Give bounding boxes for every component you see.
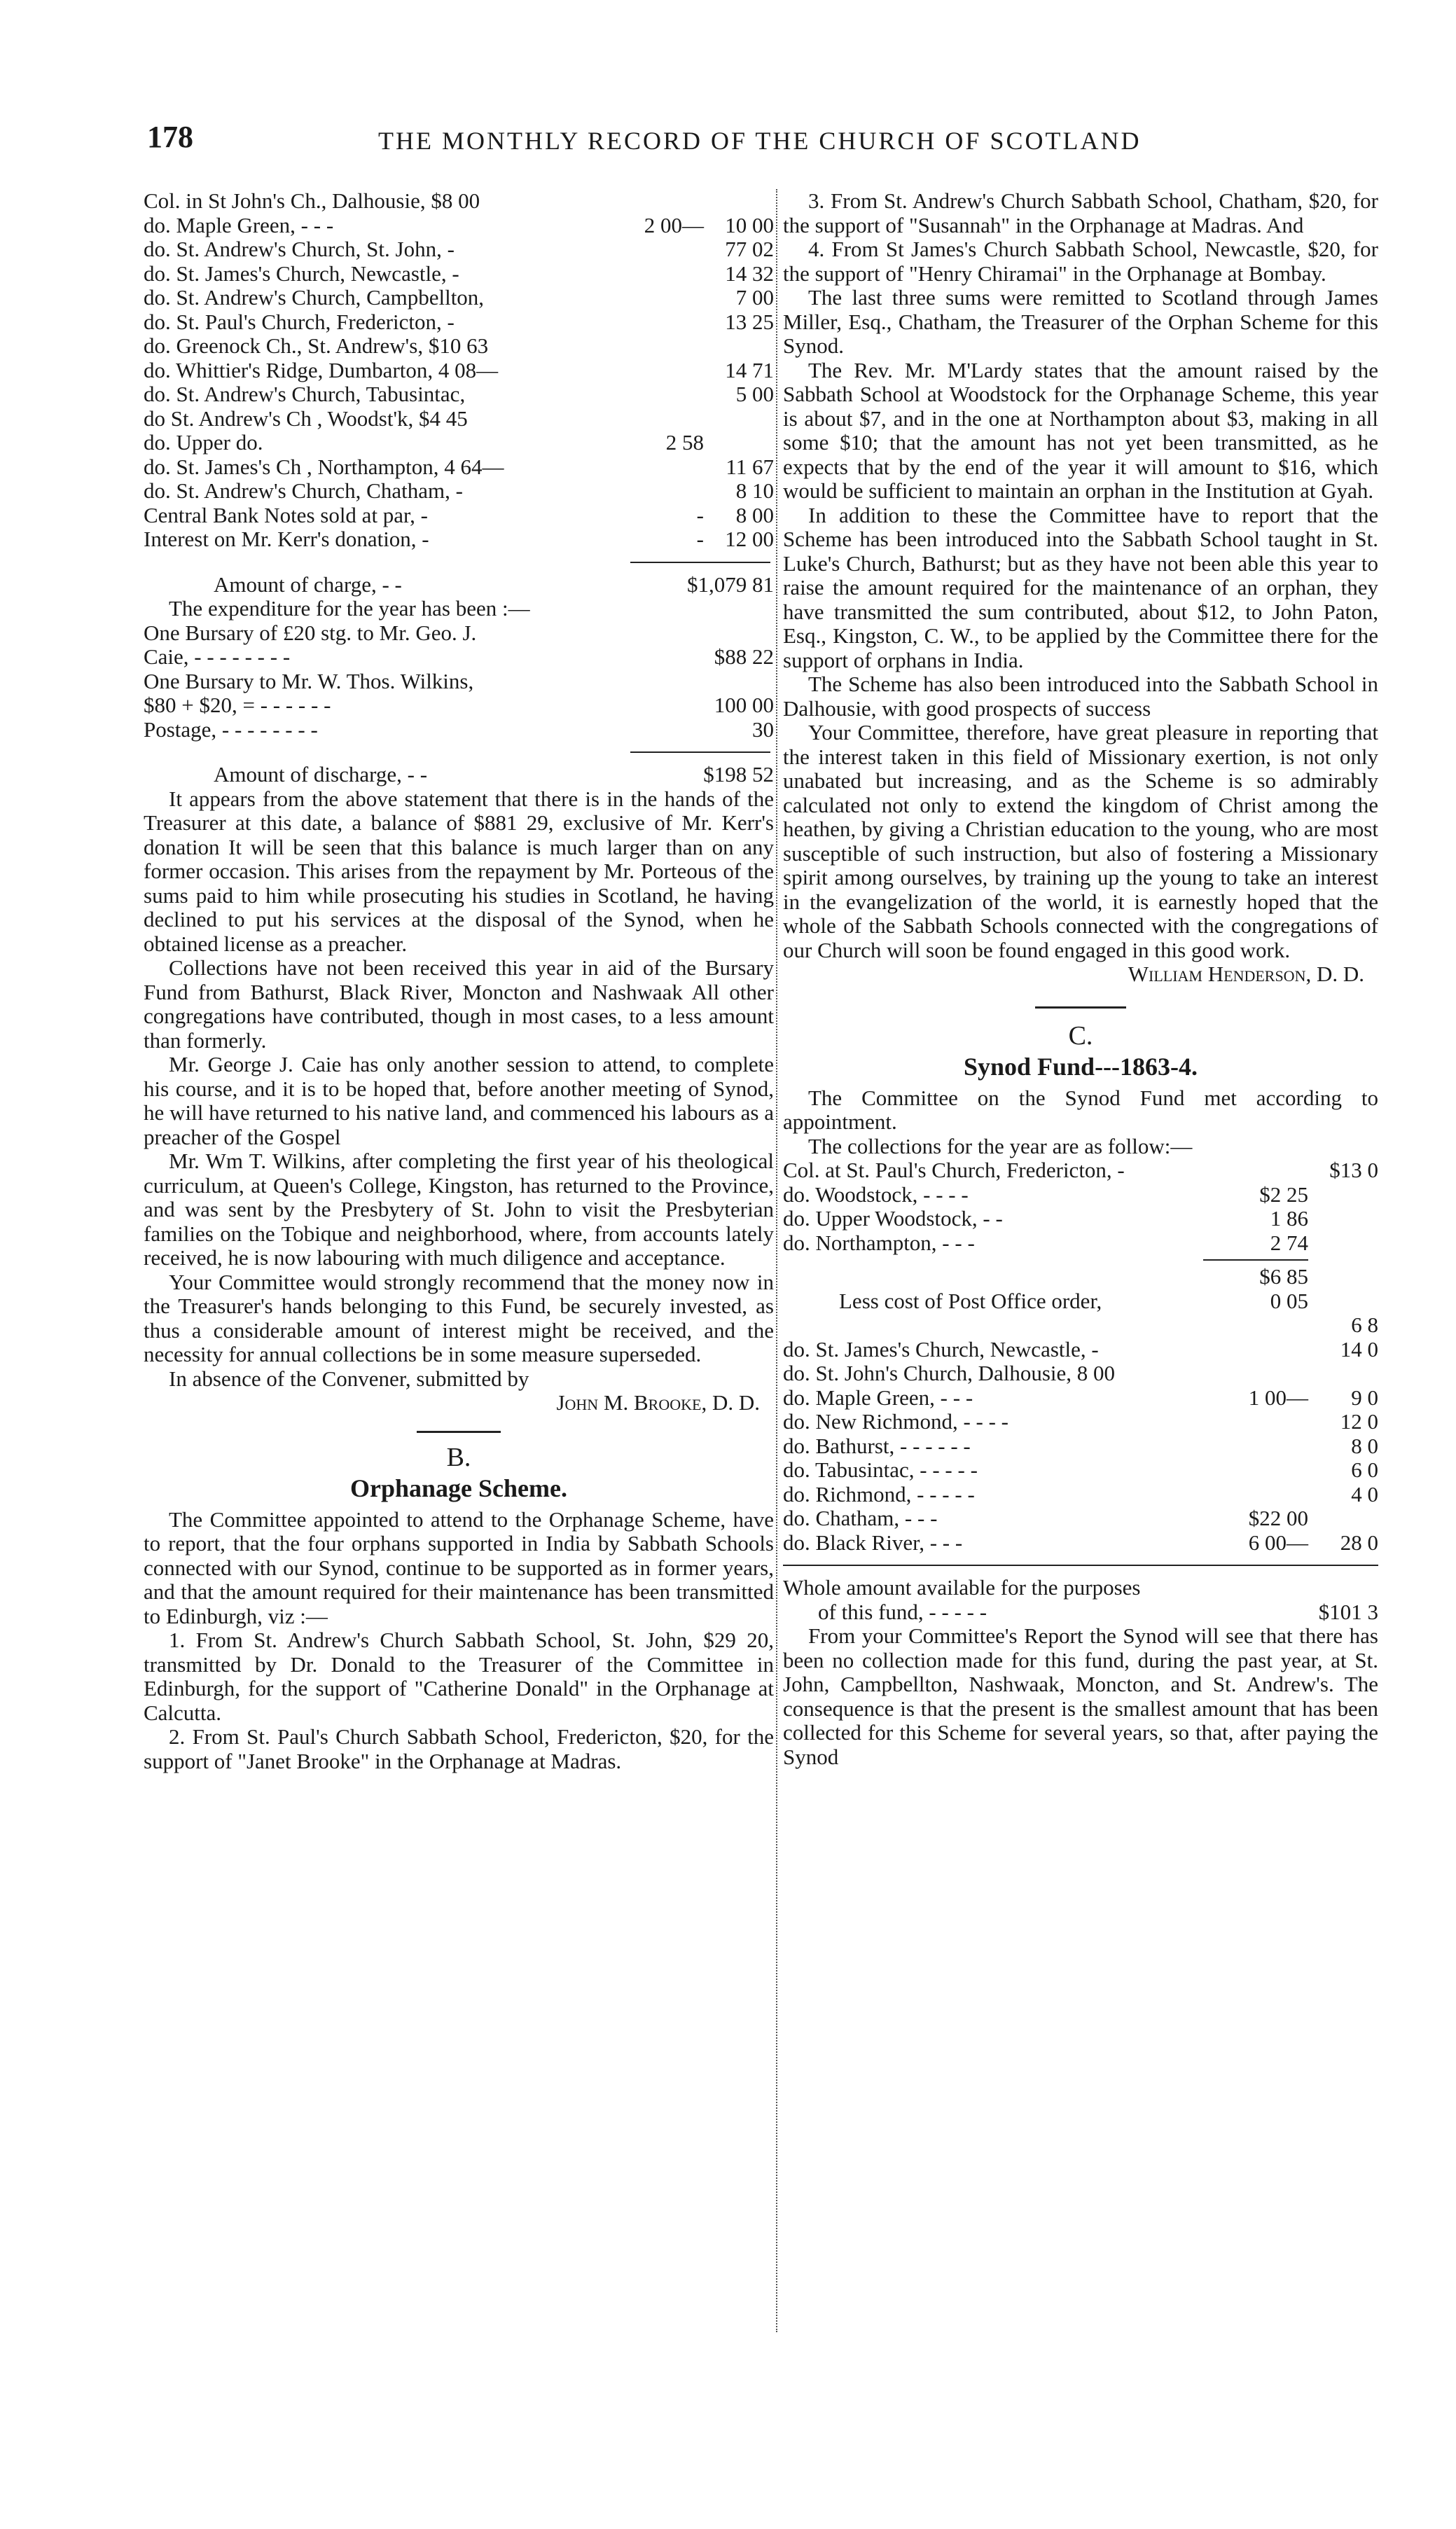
ledger-row bbox=[144, 310, 774, 335]
ledger-row bbox=[144, 334, 774, 359]
ledger-row bbox=[144, 527, 774, 552]
ledger-label: do. Tabusintac, - - - - - bbox=[783, 1458, 978, 1482]
ledger-amount: 28 0 bbox=[1340, 1530, 1378, 1555]
ledger-row bbox=[783, 1386, 1378, 1411]
paragraph: The Committee appointed to attend to the Orphanage Scheme, have to report, that the four orphans supported in India by Sabbath Schools connected with our Synod, continue to be supported as in former years, and that the amount required for their maintenance has been transmitted to Edinburgh, viz :— bbox=[144, 1506, 774, 1628]
ledger-label: Col. at St. Paul's Church, Fredericton, - bbox=[783, 1158, 1125, 1182]
ledger-label: do. Greenock Ch., St. Andrew's, $10 63 bbox=[144, 334, 489, 358]
ledger-label: do. St. Paul's Church, Fredericton, - bbox=[144, 310, 455, 334]
sum-rule bbox=[1203, 1259, 1308, 1261]
charge-label: Amount of charge, - - bbox=[214, 572, 402, 597]
post-office-label: Less cost of Post Office order, bbox=[839, 1289, 1102, 1313]
signature-brooke: John M. Brooke, D. D. bbox=[556, 1390, 760, 1415]
ledger-row bbox=[783, 1231, 1378, 1256]
ledger-label: Interest on Mr. Kerr's donation, - bbox=[144, 527, 429, 551]
expenditure-label: $80 + $20, = - - - - - - bbox=[144, 693, 331, 717]
ledger-label: Central Bank Notes sold at par, - bbox=[144, 503, 428, 527]
discharge-label: Amount of discharge, - - bbox=[214, 763, 428, 787]
ledger-label: do. St. James's Church, Newcastle, - bbox=[783, 1337, 1099, 1361]
ledger-amount: 10 00 bbox=[725, 212, 774, 237]
expenditure-row bbox=[144, 621, 774, 646]
ledger-label: do. Chatham, - - - bbox=[783, 1506, 938, 1530]
paragraph: The Committee on the Synod Fund met according to appointment. bbox=[783, 1085, 1378, 1134]
ledger-label: do St. Andrew's Ch , Woodst'k, $4 45 bbox=[144, 406, 468, 431]
section-b-letter: B. bbox=[446, 1442, 471, 1472]
paragraph: 2. From St. Paul's Church Sabbath School, Fredericton, $20, for the support of "Janet Brooke" in the Orphanage at Madras. bbox=[144, 1724, 774, 1773]
ledger-row bbox=[144, 262, 774, 286]
ledger-amount-inner: 2 58 bbox=[665, 430, 704, 455]
whole-amount-value: $101 3 bbox=[1318, 1599, 1378, 1624]
sum-rule bbox=[630, 562, 770, 563]
ledger-row bbox=[783, 1207, 1378, 1231]
post-office-row bbox=[783, 1289, 1378, 1314]
whole-amount-label: Whole amount available for the purposes bbox=[783, 1575, 1141, 1600]
ledger-row bbox=[783, 1338, 1378, 1362]
paragraph: The Rev. Mr. M'Lardy states that the amount raised by the Sabbath School at Woodstock for the Orphanage Scheme, this year is about $7, and in the one at Northampton about $3, making in all some $10; that the amount has not yet been transmitted, as he expects that by the end of the year it will amount to $16, which would be sufficient to maintain an orphan in the Institution at Gyah. bbox=[783, 357, 1378, 503]
paragraph: In absence of the Convener, submitted by bbox=[169, 1366, 529, 1391]
ledger-amount: 8 00 bbox=[735, 502, 774, 527]
paragraph: Mr. Wm T. Wilkins, after completing the first year of his theological curriculum, at Queen's College, Kingston, has returned to the Province, and was sent by the Presbytery of St. John to visit the Presbyterian families on the Tobique and neighborhood, where, from accounts lately received, he is now labouring with much diligence and acceptance. bbox=[144, 1149, 774, 1270]
paragraph: From your Committee's Report the Synod will see that there has been no collection made for this fund, during the past year, at St. John, Campbellton, Nashwaak, Moncton, and St. Andrew's. The consequence is that the present is the smallest amount that has been collected for this Scheme for several years, so that, after paying the Synod bbox=[783, 1623, 1378, 1769]
expenditure-value: $88 22 bbox=[714, 644, 774, 669]
ledger-label: do. St. Andrew's Church, Chatham, - bbox=[144, 479, 463, 503]
ledger-label: do. Maple Green, - - - bbox=[144, 213, 334, 237]
paragraph: The Scheme has also been introduced into the Sabbath School in Dalhousie, with good prospects of success bbox=[783, 672, 1378, 721]
sum-rule bbox=[783, 1565, 1378, 1566]
ledger-label: do. St. Andrew's Church, Campbellton, bbox=[144, 286, 485, 310]
synod-fund-list-2 bbox=[783, 1338, 1378, 1555]
ledger-row bbox=[144, 237, 774, 262]
charge-value: $1,079 81 bbox=[687, 571, 774, 597]
subtotal-value: $6 85 bbox=[1259, 1264, 1308, 1289]
paragraph: The last three sums were remitted to Scotland through James Miller, Esq., Chatham, the Treasurer of the Orphan Scheme for this Synod. bbox=[783, 285, 1378, 358]
ledger-label: do. Whittier's Ridge, Dumbarton, 4 08— bbox=[144, 358, 499, 382]
ledger-row bbox=[783, 1410, 1378, 1434]
ledger-amount: 8 10 bbox=[735, 478, 774, 503]
ledger-row bbox=[144, 359, 774, 383]
carried-value: 6 8 bbox=[1351, 1312, 1378, 1337]
expenditure-label: One Bursary of £20 stg. to Mr. Geo. J. bbox=[144, 621, 477, 645]
ledger-amount: 14 32 bbox=[725, 261, 774, 286]
expenditure-value: 100 00 bbox=[714, 693, 774, 717]
ledger-amount: 12 00 bbox=[725, 527, 774, 551]
expenditure-label: One Bursary to Mr. W. Thos. Wilkins, bbox=[144, 669, 474, 693]
ledger-amount: 4 0 bbox=[1351, 1481, 1378, 1506]
ledger-row bbox=[783, 1361, 1378, 1386]
ledger-label: do. Black River, - - - bbox=[783, 1530, 963, 1555]
column-divider bbox=[776, 189, 777, 2332]
ledger-label: do. St. James's Ch , Northampton, 4 64— bbox=[144, 455, 504, 479]
subtotal-row bbox=[783, 1265, 1378, 1289]
whole-amount-row bbox=[783, 1600, 1378, 1625]
section-rule bbox=[417, 1431, 501, 1433]
expenditure-intro: The expenditure for the year has been :— bbox=[169, 596, 530, 621]
expenditure-row bbox=[144, 718, 774, 742]
ledger-row bbox=[144, 214, 774, 238]
running-title: THE MONTHLY RECORD OF THE CHURCH OF SCOTLAND bbox=[378, 127, 1142, 155]
paragraph: Your Committee would strongly recommend that the money now in the Treasurer's hands belonging to this Fund, be securely invested, as thus a considerable amount of interest might be received, and the necessity for annual collections be in some measure superseded. bbox=[144, 1269, 774, 1366]
ledger-row bbox=[783, 1158, 1378, 1183]
ledger-row bbox=[783, 1483, 1378, 1507]
ledger-row bbox=[783, 1506, 1378, 1531]
paragraph: 1. From St. Andrew's Church Sabbath School, St. John, $29 20, transmitted by Dr. Donald to the Treasurer of the Committee in Edinburgh, for the support of "Catherine Donald" in the Orphanage at Calcutta. bbox=[144, 1628, 774, 1725]
charge-total-row bbox=[144, 573, 774, 597]
paragraph: 3. From St. Andrew's Church Sabbath School, Chatham, $20, for the support of "Susannah" in the Orphanage at Madras. And bbox=[783, 189, 1378, 237]
paragraph: 4. From St James's Church Sabbath School, Newcastle, $20, for the support of "Henry Chiramai" in the Orphanage at Bombay. bbox=[783, 237, 1378, 286]
ledger-amount-inner: 1 00— bbox=[1248, 1385, 1308, 1410]
ledger-label: Col. in St John's Ch., Dalhousie, $8 00 bbox=[144, 189, 480, 213]
whole-amount-label2: of this fund, - - - - - bbox=[818, 1600, 987, 1624]
ledger-amount-inner: $22 00 bbox=[1248, 1506, 1308, 1530]
ledger-row bbox=[144, 479, 774, 504]
ledger-row bbox=[144, 382, 774, 407]
signature-henderson: William Henderson, D. D. bbox=[1128, 962, 1364, 986]
paragraph: In addition to these the Committee have to report that the Scheme has been introduced into the Sabbath School taught in St. Luke's Church, Bathurst; but as they have not been able this year to raise the amount required for the maintenance of an orphan, they have transmitted the sum contributed, about $12, to John Paton, Esq., Kingston, C. W., to be applied by the Committee there for the support of orphans in India. bbox=[783, 502, 1378, 672]
expenditure-label: Postage, - - - - - - - - bbox=[144, 717, 318, 742]
ledger-label: do. St. James's Church, Newcastle, - bbox=[144, 261, 459, 286]
ledger-amount-inner: 1 86 bbox=[1270, 1206, 1308, 1231]
ledger-row bbox=[783, 1183, 1378, 1207]
synod-fund-list bbox=[783, 1158, 1378, 1255]
ledger-amount-inner: 2 74 bbox=[1270, 1230, 1308, 1255]
ledger-amount-inner: 6 00— bbox=[1248, 1530, 1308, 1555]
expenditure-label: Caie, - - - - - - - - bbox=[144, 645, 291, 669]
expenditure-row bbox=[144, 645, 774, 670]
page-number: 178 bbox=[147, 120, 193, 154]
discharge-value: $198 52 bbox=[703, 762, 774, 787]
carried-row bbox=[783, 1313, 1378, 1338]
ledger-label: do. Upper do. bbox=[144, 431, 263, 455]
ledger-amount-inner: 2 00— bbox=[644, 212, 704, 237]
paragraph: The collections for the year are as follow:— bbox=[808, 1133, 1193, 1158]
left-column bbox=[144, 189, 774, 1773]
ledger-row bbox=[783, 1531, 1378, 1555]
ledger-row bbox=[144, 504, 774, 528]
paragraph: Your Committee, therefore, have great pleasure in reporting that the interest taken in this field of Missionary exertion, is not only unabated but increasing, and as the Scheme is so admirably calculated not only to extend the kingdom of Christ among the heathen, by giving a Christian education to the young, who are most susceptible of such instruction, but also of fostering a Missionary spirit among ourselves, by training up the young to take an interest in the evangelization of the world, it is earnestly hoped that the whole of the Sabbath Schools connected with the congregations of our Church will soon be found engaged in this good work. bbox=[783, 720, 1378, 962]
ledger-amount: 7 00 bbox=[735, 285, 774, 310]
ledger-label: do. Richmond, - - - - - bbox=[783, 1482, 975, 1506]
ledger-amount: 6 0 bbox=[1351, 1457, 1378, 1482]
post-office-value: 0 05 bbox=[1270, 1288, 1308, 1313]
ledger-amount: 12 0 bbox=[1340, 1409, 1378, 1434]
ledger-label: do. Woodstock, - - - - bbox=[783, 1182, 969, 1207]
section-b-title: Orphanage Scheme. bbox=[350, 1474, 567, 1502]
ledger-label: do. Bathurst, - - - - - - bbox=[783, 1434, 971, 1458]
expenditure-list bbox=[144, 621, 774, 742]
ledger-label: do. Upper Woodstock, - - bbox=[783, 1207, 1003, 1231]
sum-rule-2 bbox=[630, 751, 770, 753]
ledger-amount: 5 00 bbox=[735, 382, 774, 406]
ledger-row bbox=[144, 286, 774, 310]
ledger-amount: 11 67 bbox=[726, 454, 774, 479]
ledger-label: do. New Richmond, - - - - bbox=[783, 1410, 1008, 1434]
ledger-label: do. St. John's Church, Dalhousie, 8 00 bbox=[783, 1361, 1116, 1385]
ledger-row bbox=[144, 189, 774, 214]
ledger-row bbox=[783, 1434, 1378, 1459]
ledger-label: do. St. Andrew's Church, Tabusintac, bbox=[144, 382, 466, 406]
ledger-amount-inner: $2 25 bbox=[1259, 1182, 1308, 1207]
ledger-row bbox=[144, 455, 774, 480]
expenditure-row bbox=[144, 670, 774, 694]
section-c-title: Synod Fund---1863-4. bbox=[963, 1053, 1198, 1081]
ledger-amount: 14 71 bbox=[725, 357, 774, 382]
right-column bbox=[783, 189, 1378, 1769]
paragraph: Mr. George J. Caie has only another session to attend, to complete his course, and it is to be hoped that, before another meeting of Synod, he will have returned to his native land, and commenced his labours as a preacher of the Gospel bbox=[144, 1052, 774, 1149]
ledger-amount: 77 02 bbox=[725, 237, 774, 261]
ledger-row bbox=[144, 407, 774, 431]
ledger-label: do. St. Andrew's Church, St. John, - bbox=[144, 237, 455, 261]
ledger-amount-inner: - bbox=[696, 502, 704, 527]
ledger-amount-inner: - bbox=[696, 527, 704, 551]
collections-list bbox=[144, 189, 774, 552]
expenditure-row bbox=[144, 693, 774, 718]
ledger-amount: 14 0 bbox=[1340, 1336, 1378, 1361]
ledger-row bbox=[783, 1458, 1378, 1483]
section-rule bbox=[1035, 1006, 1126, 1009]
ledger-row bbox=[144, 431, 774, 455]
ledger-amount: 9 0 bbox=[1351, 1385, 1378, 1410]
ledger-label: do. Maple Green, - - - bbox=[783, 1385, 973, 1410]
ledger-amount: $13 0 bbox=[1329, 1158, 1378, 1182]
ledger-amount: 8 0 bbox=[1351, 1433, 1378, 1458]
section-c-letter: C. bbox=[1068, 1020, 1093, 1051]
page-header bbox=[147, 119, 1387, 161]
paragraph: Collections have not been received this year in aid of the Bursary Fund from Bathurst, Black River, Moncton and Nashwaak All other congregations have contributed, though in most cases, to a less amount than formerly. bbox=[144, 955, 774, 1053]
ledger-label: do. Northampton, - - - bbox=[783, 1231, 975, 1255]
ledger-amount: 13 25 bbox=[725, 309, 774, 334]
paragraph: It appears from the above statement that there is in the hands of the Treasurer at this date, a balance of $881 29, exclusive of Mr. Kerr's donation It will be seen that this balance is much larger than on any former occasion. This arises from the repayment by Mr. Porteous of the sums paid to him while prosecuting his studies in Scotland, he having declined to put his services at the disposal of the Synod, when he obtained license as a preacher. bbox=[144, 786, 774, 956]
discharge-total-row bbox=[144, 763, 774, 787]
expenditure-value: 30 bbox=[752, 716, 774, 742]
